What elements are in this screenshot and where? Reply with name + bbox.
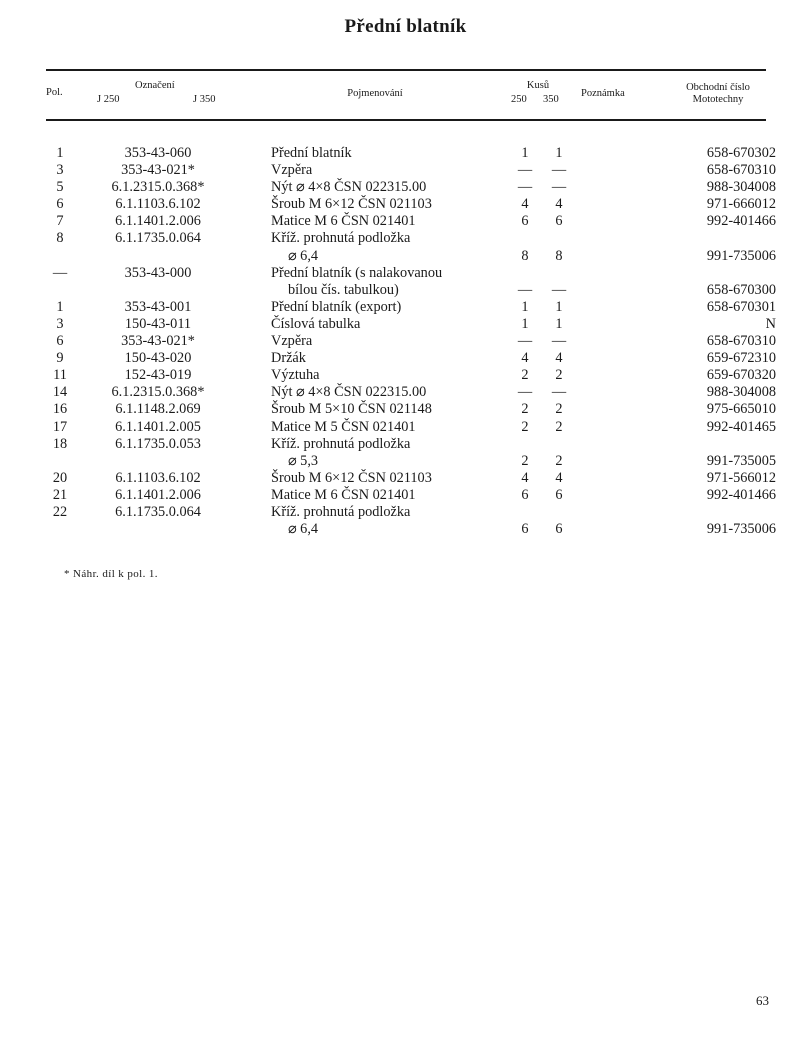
cell-oznaceni: 6.1.1401.2.006 (115, 213, 201, 230)
cell-pojmenovani: Vzpěra (271, 333, 313, 350)
cell-kusu-250: 6 (521, 521, 529, 538)
cell-kusu-350: 4 (555, 196, 563, 213)
cell-oznaceni: 6.1.1735.0.053 (115, 435, 201, 452)
cell-obchodni-cislo: 658-670302 (706, 145, 776, 161)
cell-pol: 7 (56, 213, 64, 230)
cell-pol: 6 (56, 196, 64, 213)
cell-obchodni-cislo: 975-665010 (706, 401, 776, 418)
table-row (0, 213, 811, 230)
table-header-rule (46, 119, 766, 121)
cell-pojmenovani: Nýt ⌀ 4×8 ČSN 022315.00 (271, 179, 427, 196)
cell-kusu-250: 1 (521, 315, 529, 332)
cell-kusu-350: 6 (555, 213, 563, 230)
cell-kusu-250: 1 (521, 145, 529, 161)
cell-oznaceni: 6.1.1103.6.102 (115, 196, 201, 213)
cell-kusu-350: 2 (555, 418, 563, 435)
cell-oznaceni: 6.1.2315.0.368* (111, 384, 205, 401)
cell-kusu-350: — (551, 179, 567, 196)
page-number: 63 (756, 993, 769, 1008)
cell-obchodni-cislo: 992-401466 (706, 486, 776, 503)
table-row (0, 316, 811, 333)
cell-oznaceni: 353-43-000 (124, 264, 192, 281)
cell-kusu-350: 2 (555, 401, 563, 418)
cell-kusu-250: — (517, 333, 533, 350)
cell-kusu-250: — (517, 162, 533, 179)
cell-pol: 1 (56, 298, 64, 315)
cell-kusu-350: 2 (555, 452, 563, 469)
cell-pojmenovani: Přední blatník (271, 145, 352, 161)
header-poznamka: Poznámka (581, 88, 625, 99)
cell-oznaceni: 150-43-020 (124, 350, 192, 367)
table-row (0, 179, 811, 196)
cell-kusu-350: 6 (555, 521, 563, 538)
cell-kusu-350: 4 (555, 469, 563, 486)
cell-oznaceni: 6.1.2315.0.368* (111, 179, 205, 196)
cell-pol: 9 (56, 350, 64, 367)
cell-obchodni-cislo: 658-670301 (706, 298, 776, 315)
cell-oznaceni: 6.1.1401.2.006 (115, 486, 201, 503)
cell-pojmenovani: Matice M 6 ČSN 021401 (271, 486, 416, 503)
cell-kusu-350: 1 (555, 315, 563, 332)
cell-kusu-350: 6 (555, 486, 563, 503)
cell-kusu-350: 2 (555, 367, 563, 384)
cell-obchodni-cislo: 988-304008 (706, 384, 776, 401)
cell-pol: 3 (56, 315, 64, 332)
cell-kusu-250: 2 (521, 401, 529, 418)
cell-pol: 18 (52, 435, 68, 452)
cell-pojmenovani: Kříž. prohnutá podložka (271, 503, 411, 520)
cell-oznaceni: 152-43-019 (124, 367, 192, 384)
header-j250: J 250 (97, 94, 120, 105)
cell-pojmenovani: Držák (271, 350, 306, 367)
cell-pojmenovani: ⌀ 6,4 (288, 247, 319, 264)
cell-obchodni-cislo: 659-672310 (706, 350, 776, 367)
cell-pojmenovani: ⌀ 5,3 (288, 452, 319, 469)
header-obchodni-cislo: Obchodní číslo (686, 82, 750, 93)
parts-table (0, 145, 811, 538)
cell-kusu-250: 6 (521, 486, 529, 503)
header-kusu-250: 250 (511, 94, 527, 105)
cell-pojmenovani: Nýt ⌀ 4×8 ČSN 022315.00 (271, 384, 427, 401)
header-pol: Pol. (46, 87, 63, 98)
cell-pol: 17 (52, 418, 68, 435)
cell-kusu-250: 8 (521, 247, 529, 264)
cell-pol: 8 (56, 230, 64, 247)
cell-pojmenovani: Vzpěra (271, 162, 313, 179)
cell-pojmenovani: ⌀ 6,4 (288, 521, 319, 538)
table-row (0, 470, 811, 487)
cell-kusu-250: 4 (521, 350, 529, 367)
cell-obchodni-cislo: 991-735006 (706, 521, 776, 538)
table-row (0, 333, 811, 350)
cell-pol: 22 (52, 503, 68, 520)
page-title: Přední blatník (344, 16, 467, 37)
table-row (0, 453, 811, 470)
cell-kusu-250: — (517, 179, 533, 196)
cell-obchodni-cislo: 988-304008 (706, 179, 776, 196)
cell-pojmenovani: Matice M 5 ČSN 021401 (271, 418, 416, 435)
cell-pojmenovani: Přední blatník (export) (271, 298, 402, 315)
cell-pol: 21 (52, 486, 68, 503)
table-row (0, 299, 811, 316)
cell-pojmenovani: Matice M 6 ČSN 021401 (271, 213, 416, 230)
cell-obchodni-cislo: N (765, 315, 776, 332)
cell-kusu-350: — (551, 333, 567, 350)
header-mototechny: Mototechny (692, 94, 744, 105)
cell-obchodni-cislo: 971-566012 (706, 469, 776, 486)
cell-oznaceni: 6.1.1401.2.005 (115, 418, 201, 435)
table-row (0, 265, 811, 282)
cell-kusu-250: — (517, 384, 533, 401)
cell-kusu-250: — (517, 281, 533, 298)
cell-kusu-250: 4 (521, 196, 529, 213)
cell-obchodni-cislo: 992-401466 (706, 213, 776, 230)
cell-kusu-250: 2 (521, 418, 529, 435)
cell-obchodni-cislo: 659-670320 (706, 367, 776, 384)
cell-pol: 14 (52, 384, 68, 401)
cell-pojmenovani: Kříž. prohnutá podložka (271, 435, 411, 452)
table-row (0, 282, 811, 299)
cell-kusu-250: 6 (521, 213, 529, 230)
cell-oznaceni: 6.1.1148.2.069 (115, 401, 201, 418)
cell-pol: 3 (56, 162, 64, 179)
cell-pol: — (52, 264, 68, 281)
footnote: * Náhr. díl k pol. 1. (64, 568, 158, 580)
cell-obchodni-cislo: 658-670310 (706, 162, 776, 179)
header-pojmenovani: Pojmenování (347, 88, 403, 99)
cell-pol: 1 (56, 145, 64, 161)
cell-kusu-350: 8 (555, 247, 563, 264)
cell-kusu-350: 1 (555, 145, 563, 161)
cell-pojmenovani: Přední blatník (s nalakovanou (271, 264, 443, 281)
cell-pojmenovani: Šroub M 6×12 ČSN 021103 (271, 469, 432, 486)
cell-kusu-250: 1 (521, 298, 529, 315)
cell-oznaceni: 150-43-011 (124, 315, 192, 332)
table-top-rule (46, 69, 766, 71)
cell-oznaceni: 353-43-021* (121, 333, 195, 350)
cell-kusu-250: 2 (521, 452, 529, 469)
cell-obchodni-cislo: 658-670310 (706, 333, 776, 350)
cell-pol: 6 (56, 333, 64, 350)
cell-pol: 5 (56, 179, 64, 196)
table-row (0, 248, 811, 265)
table-row (0, 162, 811, 179)
cell-oznaceni: 353-43-001 (124, 298, 192, 315)
cell-pojmenovani: Šroub M 6×12 ČSN 021103 (271, 196, 432, 213)
table-row (0, 350, 811, 367)
table-row (0, 384, 811, 401)
header-kusu-350: 350 (543, 94, 559, 105)
cell-kusu-250: 4 (521, 469, 529, 486)
cell-pojmenovani: Šroub M 5×10 ČSN 021148 (271, 401, 432, 418)
cell-oznaceni: 6.1.1735.0.064 (115, 503, 201, 520)
table-row (0, 401, 811, 418)
cell-pojmenovani: Číslová tabulka (271, 315, 361, 332)
cell-kusu-350: 1 (555, 298, 563, 315)
table-row (0, 230, 811, 247)
table-row (0, 436, 811, 453)
cell-pol: 20 (52, 469, 68, 486)
header-kusu: Kusů (526, 80, 550, 91)
cell-kusu-350: 4 (555, 350, 563, 367)
cell-oznaceni: 6.1.1103.6.102 (115, 469, 201, 486)
cell-pojmenovani: Výztuha (271, 367, 320, 384)
header-j350: J 350 (193, 94, 216, 105)
table-row (0, 145, 811, 162)
table-row (0, 419, 811, 436)
cell-oznaceni: 6.1.1735.0.064 (115, 230, 201, 247)
cell-obchodni-cislo: 658-670300 (706, 281, 776, 298)
cell-pojmenovani: bílou čís. tabulkou) (288, 281, 399, 298)
cell-kusu-350: — (551, 384, 567, 401)
cell-obchodni-cislo: 991-735006 (706, 247, 776, 264)
cell-kusu-350: — (551, 162, 567, 179)
table-row (0, 367, 811, 384)
cell-obchodni-cislo: 992-401465 (706, 418, 776, 435)
cell-obchodni-cislo: 971-666012 (706, 196, 776, 213)
table-row (0, 504, 811, 521)
table-row (0, 521, 811, 538)
cell-obchodni-cislo: 991-735005 (706, 452, 776, 469)
table-row (0, 196, 811, 213)
header-oznaceni: Označení (135, 80, 175, 91)
table-row (0, 487, 811, 504)
cell-pol: 11 (53, 367, 67, 384)
cell-pojmenovani: Kříž. prohnutá podložka (271, 230, 411, 247)
cell-oznaceni: 353-43-021* (121, 162, 195, 179)
cell-oznaceni: 353-43-060 (124, 145, 192, 161)
cell-kusu-250: 2 (521, 367, 529, 384)
cell-pol: 16 (52, 401, 68, 418)
cell-kusu-350: — (551, 281, 567, 298)
